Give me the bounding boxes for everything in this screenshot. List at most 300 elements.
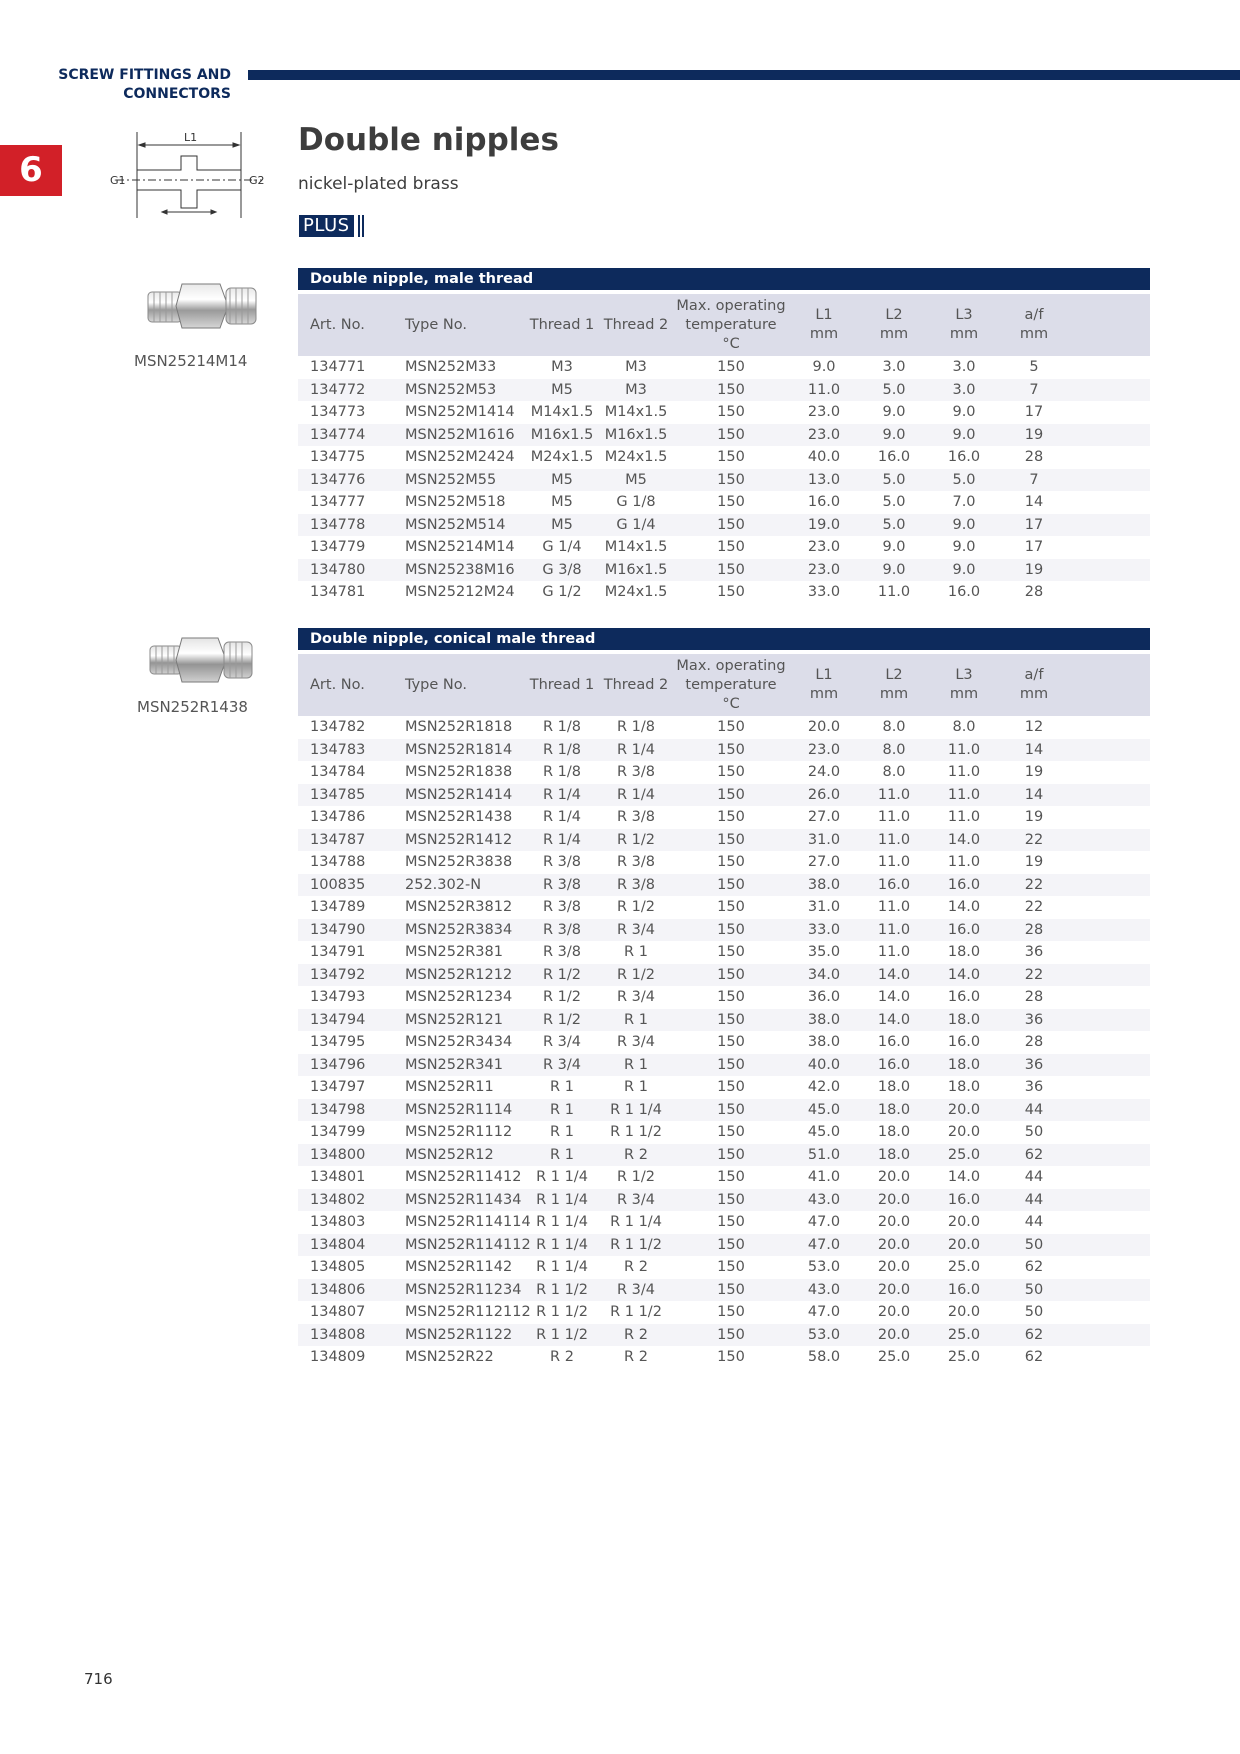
col-l2: L2 mm [879,667,909,702]
col-thread2: Thread 2 [603,676,669,693]
table-conical-thread [298,628,1150,1369]
col-max-temp: Max. operating temperature °C [676,297,786,352]
cell-l2: 11.0 [859,784,929,807]
cell-l3: 16.0 [929,874,999,897]
table-male-thread [298,268,1150,604]
table-row [298,581,1150,604]
table-row [298,806,1150,829]
cell-art-no: 134798 [298,1099,393,1122]
cell-thread1: R 1/4 [525,829,599,852]
cell-art-no: 134799 [298,1121,393,1144]
cell-af: 50 [999,1279,1069,1302]
cell-spacer [1069,1054,1150,1077]
cell-l1: 45.0 [789,1121,859,1144]
cell-thread1: R 1 1/2 [525,1324,599,1347]
cell-l2: 18.0 [859,1099,929,1122]
cell-l3: 8.0 [929,716,999,739]
cell-type-no: MSN252R1838 [393,761,525,784]
cell-thread2: R 2 [599,1324,673,1347]
col-thread2: Thread 2 [603,316,669,333]
cell-thread2: R 1/2 [599,896,673,919]
cell-max-temp: 150 [673,761,789,784]
table-row [298,739,1150,762]
cell-thread1: R 1 1/4 [525,1211,599,1234]
cell-art-no: 134809 [298,1346,393,1369]
cell-l1: 53.0 [789,1324,859,1347]
cell-art-no: 134806 [298,1279,393,1302]
cell-af: 50 [999,1234,1069,1257]
cell-l1: 43.0 [789,1189,859,1212]
cell-l3: 14.0 [929,964,999,987]
table-row [298,1166,1150,1189]
cell-art-no: 134804 [298,1234,393,1257]
cell-af: 12 [999,716,1069,739]
cell-thread2: R 1/2 [599,964,673,987]
data-table [298,294,1150,604]
cell-type-no: MSN252M1414 [393,401,525,424]
cell-max-temp: 150 [673,739,789,762]
cell-thread1: R 1 [525,1076,599,1099]
cell-l2: 14.0 [859,986,929,1009]
cell-l3: 20.0 [929,1121,999,1144]
table-row [298,356,1150,379]
cell-l1: 36.0 [789,986,859,1009]
cell-thread1: R 1 [525,1121,599,1144]
cell-spacer [1069,1301,1150,1324]
cell-spacer [1069,401,1150,424]
cell-af: 62 [999,1346,1069,1369]
cell-l1: 13.0 [789,469,859,492]
cell-thread2: R 1 1/4 [599,1211,673,1234]
cell-l2: 20.0 [859,1279,929,1302]
cell-af: 19 [999,559,1069,582]
cell-art-no: 134791 [298,941,393,964]
cell-thread2: R 1/4 [599,784,673,807]
cell-max-temp: 150 [673,536,789,559]
cell-spacer [1069,941,1150,964]
cell-max-temp: 150 [673,1054,789,1077]
cell-thread2: R 1/8 [599,716,673,739]
table-row [298,829,1150,852]
cell-l3: 16.0 [929,1189,999,1212]
table-row [298,536,1150,559]
cell-l2: 9.0 [859,401,929,424]
cell-spacer [1069,1346,1150,1369]
cell-thread2: R 1 [599,1076,673,1099]
cell-spacer [1069,1166,1150,1189]
cell-thread1: R 1/8 [525,739,599,762]
cell-l3: 3.0 [929,379,999,402]
cell-spacer [1069,1256,1150,1279]
cell-thread2: R 3/8 [599,874,673,897]
cell-art-no: 134783 [298,739,393,762]
cell-thread2: R 2 [599,1256,673,1279]
col-l2: L2 mm [879,307,909,342]
cell-type-no: MSN252R381 [393,941,525,964]
cell-l2: 9.0 [859,424,929,447]
cell-thread2: R 3/8 [599,806,673,829]
cell-l1: 34.0 [789,964,859,987]
cell-thread1: G 3/8 [525,559,599,582]
cell-art-no: 134788 [298,851,393,874]
cell-type-no: MSN252R1112 [393,1121,525,1144]
cell-type-no: 252.302-N [393,874,525,897]
cell-l3: 9.0 [929,536,999,559]
cell-spacer [1069,874,1150,897]
cell-l3: 16.0 [929,1279,999,1302]
cell-thread2: R 1 [599,1054,673,1077]
cell-l2: 9.0 [859,559,929,582]
cell-art-no: 134796 [298,1054,393,1077]
cell-thread2: R 1 1/4 [599,1099,673,1122]
cell-thread1: R 1 [525,1144,599,1167]
cell-type-no: MSN252M514 [393,514,525,537]
cell-thread2: R 1 1/2 [599,1234,673,1257]
cell-l2: 11.0 [859,581,929,604]
cell-af: 22 [999,964,1069,987]
table-row [298,1031,1150,1054]
cell-max-temp: 150 [673,716,789,739]
cell-l3: 25.0 [929,1324,999,1347]
cell-l3: 11.0 [929,739,999,762]
cell-type-no: MSN252R1438 [393,806,525,829]
cell-l1: 41.0 [789,1166,859,1189]
cell-thread1: G 1/2 [525,581,599,604]
cell-af: 22 [999,896,1069,919]
cell-l1: 23.0 [789,424,859,447]
cell-thread1: R 2 [525,1346,599,1369]
cell-max-temp: 150 [673,896,789,919]
data-table [298,654,1150,1369]
cell-thread1: R 1/2 [525,986,599,1009]
cell-spacer [1069,784,1150,807]
header-bar [248,70,1240,80]
table-row [298,469,1150,492]
cell-thread2: R 3/8 [599,851,673,874]
table-row [298,1054,1150,1077]
cell-spacer [1069,491,1150,514]
cell-l1: 23.0 [789,559,859,582]
cell-thread2: M3 [599,379,673,402]
cell-af: 28 [999,581,1069,604]
cell-thread1: M5 [525,514,599,537]
cell-spacer [1069,1076,1150,1099]
cell-thread1: M14x1.5 [525,401,599,424]
cell-thread1: R 3/8 [525,874,599,897]
cell-thread2: R 1 1/2 [599,1121,673,1144]
cell-l1: 38.0 [789,874,859,897]
cell-max-temp: 150 [673,941,789,964]
cell-l3: 11.0 [929,851,999,874]
cell-l3: 14.0 [929,829,999,852]
cell-thread1: R 3/8 [525,851,599,874]
cell-type-no: MSN252R1412 [393,829,525,852]
cell-max-temp: 150 [673,1121,789,1144]
cell-l3: 25.0 [929,1256,999,1279]
cell-spacer [1069,1211,1150,1234]
cell-thread2: R 3/4 [599,1279,673,1302]
cell-thread2: M14x1.5 [599,401,673,424]
cell-type-no: MSN252R112112 [393,1301,525,1324]
col-l1: L1 mm [809,307,839,342]
cell-art-no: 100835 [298,874,393,897]
cell-l1: 40.0 [789,1054,859,1077]
cell-spacer [1069,356,1150,379]
cell-max-temp: 150 [673,919,789,942]
cell-l2: 14.0 [859,964,929,987]
cell-max-temp: 150 [673,1211,789,1234]
cell-thread2: R 1 1/2 [599,1301,673,1324]
cell-thread2: M14x1.5 [599,536,673,559]
cell-type-no: MSN252R114114 [393,1211,525,1234]
cell-af: 14 [999,784,1069,807]
cell-l2: 5.0 [859,379,929,402]
cell-max-temp: 150 [673,1031,789,1054]
cell-thread2: M16x1.5 [599,424,673,447]
cell-l1: 35.0 [789,941,859,964]
cell-l1: 33.0 [789,581,859,604]
cell-l2: 14.0 [859,1009,929,1032]
cell-l3: 25.0 [929,1144,999,1167]
cell-thread1: M5 [525,491,599,514]
cell-l1: 43.0 [789,1279,859,1302]
cell-type-no: MSN252R114112 [393,1234,525,1257]
cell-l3: 16.0 [929,1031,999,1054]
cell-l3: 9.0 [929,424,999,447]
cell-max-temp: 150 [673,1009,789,1032]
cell-type-no: MSN252M1616 [393,424,525,447]
cell-l1: 31.0 [789,829,859,852]
cell-thread2: R 1 [599,1009,673,1032]
cell-spacer [1069,829,1150,852]
cell-art-no: 134808 [298,1324,393,1347]
cell-art-no: 134793 [298,986,393,1009]
table-title: Double nipple, conical male thread [298,628,1150,650]
col-type-no: Type No. [405,316,467,333]
cell-art-no: 134787 [298,829,393,852]
cell-max-temp: 150 [673,986,789,1009]
cell-l2: 5.0 [859,469,929,492]
cell-l2: 11.0 [859,851,929,874]
cell-type-no: MSN252R12 [393,1144,525,1167]
cell-af: 50 [999,1121,1069,1144]
cell-spacer [1069,1031,1150,1054]
cell-thread1: R 3/8 [525,896,599,919]
table-row [298,1301,1150,1324]
cell-max-temp: 150 [673,491,789,514]
cell-thread1: R 3/8 [525,919,599,942]
table-row [298,446,1150,469]
cell-thread2: R 1/2 [599,829,673,852]
table-row [298,1076,1150,1099]
cell-max-temp: 150 [673,379,789,402]
cell-spacer [1069,514,1150,537]
cell-l2: 25.0 [859,1346,929,1369]
col-spacer [1069,654,1150,716]
cell-l1: 47.0 [789,1234,859,1257]
cell-art-no: 134807 [298,1301,393,1324]
cell-spacer [1069,1279,1150,1302]
cell-art-no: 134781 [298,581,393,604]
cell-thread1: R 1/4 [525,784,599,807]
cell-art-no: 134778 [298,514,393,537]
table-body [298,356,1150,604]
cell-l3: 18.0 [929,1076,999,1099]
cell-l2: 8.0 [859,739,929,762]
cell-spacer [1069,469,1150,492]
cell-art-no: 134797 [298,1076,393,1099]
cell-type-no: MSN252R121 [393,1009,525,1032]
cell-l3: 9.0 [929,559,999,582]
cell-spacer [1069,424,1150,447]
cell-type-no: MSN252R3434 [393,1031,525,1054]
cell-l2: 20.0 [859,1301,929,1324]
cell-max-temp: 150 [673,964,789,987]
cell-type-no: MSN252M518 [393,491,525,514]
table-row [298,761,1150,784]
cell-thread1: R 1 1/2 [525,1279,599,1302]
table-row [298,1256,1150,1279]
diagram-label-g1: G1 [110,174,126,187]
col-l3: L3 mm [949,667,979,702]
cell-spacer [1069,1324,1150,1347]
cell-thread2: M24x1.5 [599,581,673,604]
cell-spacer [1069,1009,1150,1032]
cell-l2: 5.0 [859,514,929,537]
cell-af: 14 [999,491,1069,514]
table-row [298,851,1150,874]
cell-thread1: R 1 1/2 [525,1301,599,1324]
cell-af: 17 [999,536,1069,559]
cell-type-no: MSN252R22 [393,1346,525,1369]
col-max-temp: Max. operating temperature °C [676,657,786,712]
table-row [298,964,1150,987]
cell-af: 5 [999,356,1069,379]
cell-af: 14 [999,739,1069,762]
cell-l3: 25.0 [929,1346,999,1369]
cell-spacer [1069,761,1150,784]
cell-max-temp: 150 [673,581,789,604]
cell-thread1: R 3/4 [525,1054,599,1077]
col-art-no: Art. No. [310,676,365,693]
cell-art-no: 134801 [298,1166,393,1189]
cell-l3: 20.0 [929,1211,999,1234]
cell-type-no: MSN252R11234 [393,1279,525,1302]
cell-max-temp: 150 [673,1076,789,1099]
cell-thread1: R 1 1/4 [525,1234,599,1257]
cell-art-no: 134785 [298,784,393,807]
col-l3: L3 mm [949,307,979,342]
cell-l2: 11.0 [859,896,929,919]
cell-l2: 8.0 [859,716,929,739]
cell-l2: 11.0 [859,829,929,852]
cell-max-temp: 150 [673,784,789,807]
cell-l1: 45.0 [789,1099,859,1122]
section-label [58,66,231,104]
cell-l3: 20.0 [929,1234,999,1257]
table-row [298,401,1150,424]
col-spacer [1069,294,1150,356]
cell-af: 22 [999,829,1069,852]
cell-type-no: MSN25214M14 [393,536,525,559]
cell-l2: 18.0 [859,1121,929,1144]
cell-thread2: M16x1.5 [599,559,673,582]
cell-type-no: MSN252R341 [393,1054,525,1077]
cell-art-no: 134800 [298,1144,393,1167]
cell-l2: 20.0 [859,1211,929,1234]
cell-l3: 18.0 [929,1009,999,1032]
cell-type-no: MSN252R3834 [393,919,525,942]
col-af: a/f mm [1019,667,1049,702]
cell-af: 19 [999,851,1069,874]
table-row [298,941,1150,964]
cell-thread1: M24x1.5 [525,446,599,469]
cell-type-no: MSN252R1234 [393,986,525,1009]
cell-af: 7 [999,469,1069,492]
col-thread1: Thread 1 [529,316,595,333]
cell-l3: 14.0 [929,1166,999,1189]
cell-af: 36 [999,1076,1069,1099]
table-row [298,1099,1150,1122]
cell-thread2: M3 [599,356,673,379]
cell-thread2: M24x1.5 [599,446,673,469]
cell-l1: 23.0 [789,401,859,424]
table-row [298,1346,1150,1369]
cell-af: 36 [999,941,1069,964]
cell-thread1: M5 [525,379,599,402]
section-label-line2: CONNECTORS [123,86,231,102]
cell-af: 19 [999,806,1069,829]
table-row [298,379,1150,402]
cell-af: 62 [999,1256,1069,1279]
cell-af: 17 [999,401,1069,424]
cell-max-temp: 150 [673,1144,789,1167]
cell-thread1: M3 [525,356,599,379]
cell-thread2: M5 [599,469,673,492]
cell-type-no: MSN252R1814 [393,739,525,762]
cell-l1: 38.0 [789,1009,859,1032]
cell-l3: 7.0 [929,491,999,514]
cell-thread1: R 1/8 [525,716,599,739]
table-row [298,1189,1150,1212]
cell-af: 50 [999,1301,1069,1324]
page-title: Double nipples [298,122,559,158]
cell-type-no: MSN252R1818 [393,716,525,739]
cell-l3: 20.0 [929,1099,999,1122]
cell-thread2: R 1 [599,941,673,964]
table-row [298,896,1150,919]
cell-af: 44 [999,1189,1069,1212]
cell-spacer [1069,559,1150,582]
cell-thread2: R 3/4 [599,1031,673,1054]
product-caption-1: MSN25214M14 [134,352,248,370]
cell-l1: 38.0 [789,1031,859,1054]
cell-max-temp: 150 [673,806,789,829]
cell-af: 22 [999,874,1069,897]
cell-max-temp: 150 [673,1234,789,1257]
table-row [298,1144,1150,1167]
cell-thread1: R 1/4 [525,806,599,829]
cell-l1: 23.0 [789,739,859,762]
table-row [298,424,1150,447]
table-row [298,1121,1150,1144]
cell-l1: 27.0 [789,806,859,829]
cell-spacer [1069,896,1150,919]
cell-l2: 20.0 [859,1256,929,1279]
cell-art-no: 134777 [298,491,393,514]
cell-type-no: MSN252R11 [393,1076,525,1099]
cell-af: 28 [999,919,1069,942]
